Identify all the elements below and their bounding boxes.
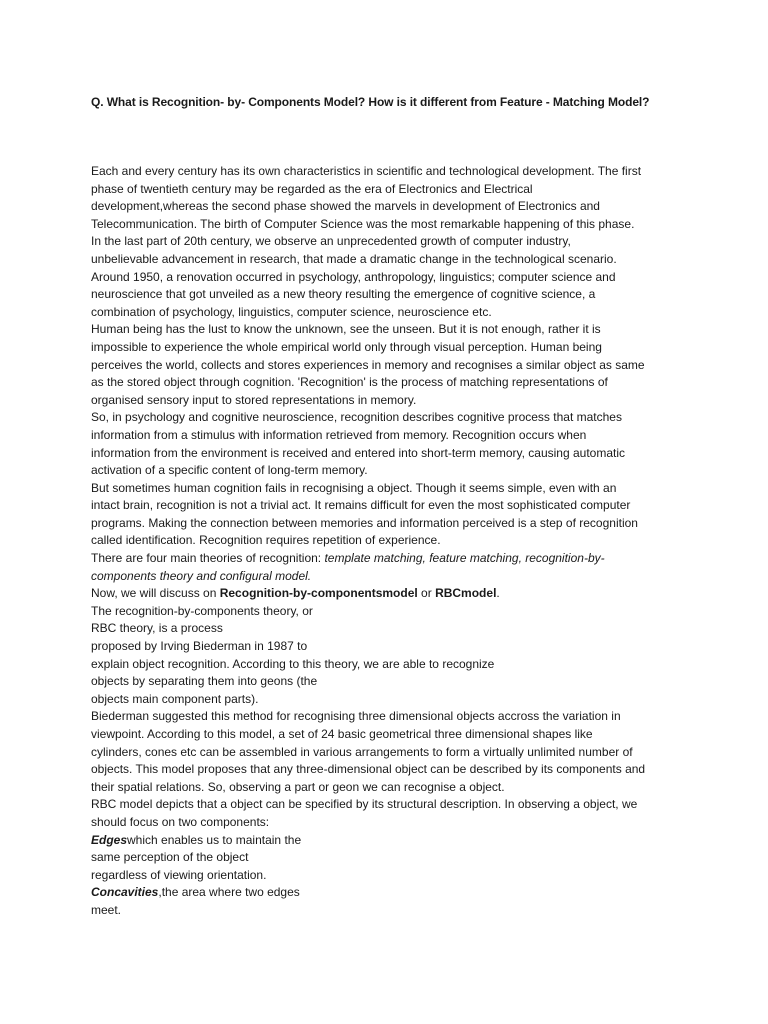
discuss-mid: or — [417, 586, 436, 601]
text-line: RBC theory, is a process — [91, 621, 223, 636]
text-line: Around 1950, a renovation occurred in psychology, anthropology, linguistics; computer science and — [91, 269, 616, 284]
text-line: Each and every century has its own characteristics in scientific and technological development. The first — [91, 164, 642, 178]
discuss-model-name: Recognition-by-componentsmodel — [219, 586, 418, 601]
text-line: Biederman suggested this method for recognising three dimensional objects accross the variation in — [91, 709, 621, 724]
text-line: objects. This model proposes that any three-dimensional object can be described by its components and — [91, 762, 646, 777]
text-line: impossible to experience the whole empirical world only through visual perception. Human being — [91, 339, 602, 354]
theories-line-continued — [91, 568, 711, 586]
concavities-term: Concavities — [91, 885, 159, 900]
text-line: unbelievable advancement in research, that made a dramatic change in the technological scenario. — [91, 251, 617, 266]
text-line: information from a stimulus with information retrieved from memory. Recognition occurs when — [91, 427, 587, 442]
text-line: should focus on two components: — [91, 814, 270, 829]
concavities-line — [91, 884, 711, 902]
text-line: Human being has the lust to know the unknown, see the unseen. But it is not enough, rather it is — [91, 322, 601, 337]
edges-description: which enables us to maintain the — [127, 832, 302, 847]
text-line: Telecommunication. The birth of Computer Science was the most remarkable happening of this phase. — [91, 216, 635, 231]
concavities-line-2: meet. — [91, 902, 122, 917]
theories-prefix: There are four main theories of recognition: — [91, 551, 325, 566]
text-line: proposed by Irving Biederman in 1987 to — [91, 639, 308, 654]
text-line: RBC model depicts that a object can be specified by its structural description. In observing a object, we — [91, 797, 638, 812]
text-line: The recognition-by-components theory, or — [91, 603, 313, 618]
text-line: their spatial relations. So, observing a part or geon we can recognise a object. — [91, 779, 505, 794]
question-heading: Q. What is Recognition- by- Components Model? How is it different from Feature - Matching Model? — [91, 95, 650, 109]
theories-list: template matching, feature matching, recognition-by- — [324, 551, 605, 566]
text-line: viewpoint. According to this model, a set of 24 basic geometrical three dimensional shapes like — [91, 727, 593, 741]
discuss-suffix: . — [496, 586, 500, 601]
text-line: In the last part of 20th century, we observe an unprecedented growth of computer industry, — [91, 234, 571, 249]
text-line: information from the environment is received and entered into short-term memory, causing automatic — [91, 445, 626, 460]
edges-term: Edges — [91, 832, 128, 847]
text-line: objects by separating them into geons (the — [91, 674, 318, 689]
text-line: cylinders, cones etc can be assembled in various arrangements to form a virtually unlimited number of — [91, 744, 633, 759]
edges-line — [91, 832, 711, 850]
text-line: organised sensory input to stored representations in memory. — [91, 392, 417, 407]
discuss-line — [91, 585, 711, 603]
text-line: called identification. Recognition requires repetition of experience. — [91, 533, 441, 548]
discuss-model-abbrev: RBCmodel — [435, 586, 497, 601]
concavities-description: ,the area where two edges — [158, 885, 300, 900]
text-line: objects main component parts). — [91, 691, 259, 706]
text-line: phase of twentieth century may be regarded as the era of Electronics and Electrical — [91, 181, 533, 196]
edges-line-2: same perception of the object — [91, 850, 249, 865]
text-line: as the stored object through cognition. 'Recognition' is the process of matching representations of — [91, 375, 608, 390]
text-line: combination of psychology, linguistics, computer science, neuroscience etc. — [91, 304, 492, 319]
text-line: neuroscience that got unveiled as a new theory resulting the emergence of cognitive science, a — [91, 287, 596, 302]
text-line: But sometimes human cognition fails in recognising a object. Though it seems simple, even with an — [91, 480, 617, 495]
text-line: activation of a specific content of long-term memory. — [91, 463, 368, 478]
text-line: explain object recognition. According to this theory, we are able to recognize — [91, 656, 495, 671]
text-line: programs. Making the connection between memories and information perceived is a step of recognition — [91, 515, 638, 530]
discuss-prefix: Now, we will discuss on — [91, 586, 220, 601]
text-line: development,whereas the second phase showed the marvels in development of Electronics and — [91, 199, 600, 214]
edges-line-3: regardless of viewing orientation. — [91, 867, 267, 882]
theories-list-continued: components theory and configural model. — [91, 568, 312, 583]
document-body — [91, 163, 711, 920]
text-line: So, in psychology and cognitive neuroscience, recognition describes cognitive process that matches — [91, 410, 622, 425]
theories-line — [91, 550, 711, 568]
text-line: perceives the world, collects and stores experiences in memory and recognises a similar object as same — [91, 357, 645, 372]
text-line: intact brain, recognition is not a trivial act. It remains difficult for even the most sophisticated computer — [91, 498, 631, 513]
